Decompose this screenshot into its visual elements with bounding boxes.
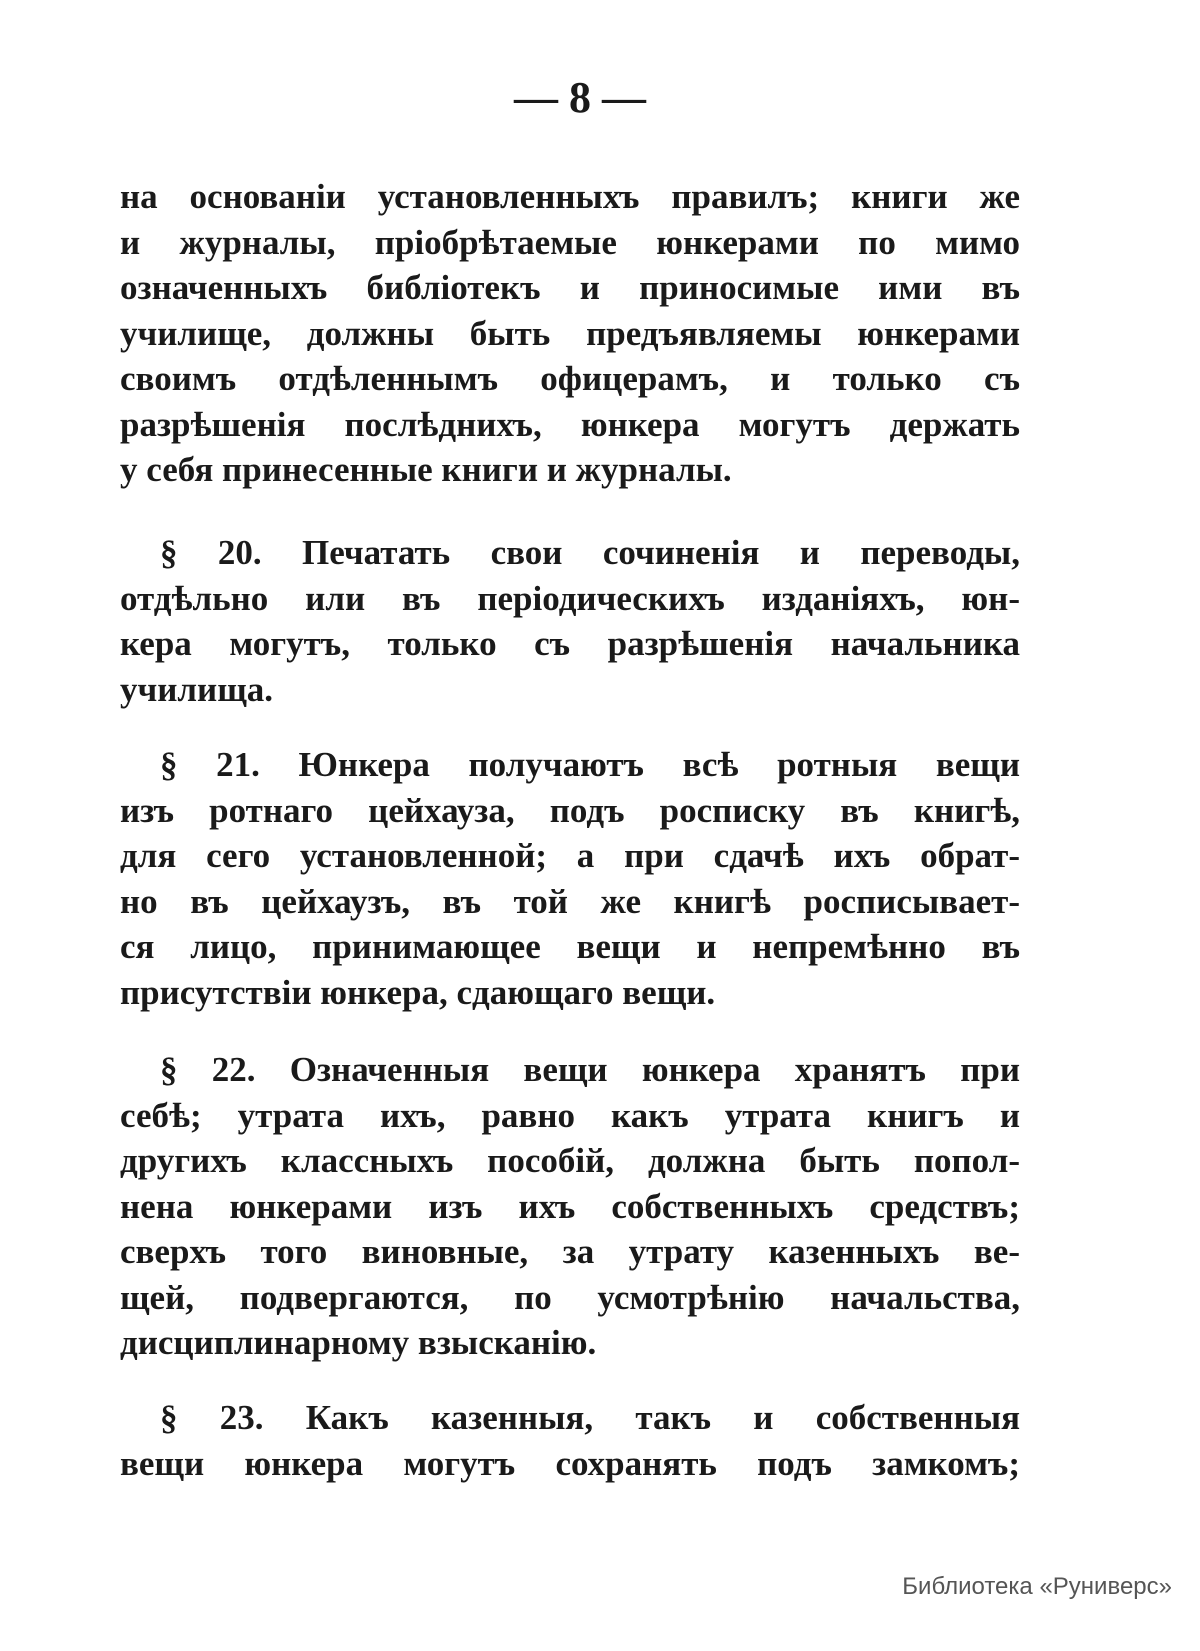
text-line: у себя принесенные книги и журналы. — [120, 450, 732, 489]
library-watermark: Библиотека «Руниверс» — [902, 1573, 1172, 1600]
text-line: на основаніи установленныхъ правилъ; книги же — [120, 177, 1020, 216]
text-line: училище, должны быть предъявляемы юнкерами — [120, 313, 1020, 353]
paragraph-heading-line: § 21. Юнкера получаютъ всѣ ротныя вещи — [160, 745, 1020, 784]
text-line: означенныхъ библіотекъ и приносимые ими въ — [120, 268, 1020, 307]
paragraph-heading-line: § 22. Означенныя вещи юнкера хранятъ при — [160, 1050, 1020, 1089]
paragraph-heading-line: § 20. Печатать свои сочиненія и переводы, — [160, 533, 1020, 572]
text-line: но въ цейхаузъ, въ той же книгѣ росписывает- — [120, 881, 1020, 921]
text-line: щей, подвергаются, по усмотрѣнію начальства, — [120, 1277, 1020, 1317]
text-line: изъ ротнаго цейхауза, подъ росписку въ книгѣ, — [120, 790, 1020, 830]
text-line: другихъ классныхъ пособій, должна быть попол- — [120, 1141, 1020, 1180]
text-line: сверхъ того виновные, за утрату казенныхъ ве- — [120, 1232, 1020, 1271]
text-line: ся лицо, принимающее вещи и непремѣнно въ — [120, 927, 1020, 966]
text-line: отдѣльно или въ періодическихъ изданіяхъ, юн- — [120, 578, 1020, 618]
text-line: присутствіи юнкера, сдающаго вещи. — [120, 972, 716, 1012]
paragraph-heading-line: § 23. Какъ казенныя, такъ и собственныя — [160, 1398, 1020, 1437]
text-line: разрѣшенія послѣднихъ, юнкера могутъ держать — [120, 404, 1020, 444]
text-line: для сего установленной; а при сдачѣ ихъ обрат- — [120, 836, 1020, 875]
text-line: и журналы, пріобрѣтаемые юнкерами по мимо — [120, 222, 1020, 262]
text-line: себѣ; утрата ихъ, равно какъ утрата книгъ и — [120, 1095, 1020, 1135]
text-line: кера могутъ, только съ разрѣшенія начальника — [120, 624, 1020, 663]
page-number: — 8 — — [514, 73, 646, 122]
text-line: дисциплинарному взысканію. — [120, 1323, 597, 1362]
text-line: нена юнкерами изъ ихъ собственныхъ средствъ; — [120, 1186, 1020, 1226]
text-line: своимъ отдѣленнымъ офицерамъ, и только съ — [120, 359, 1020, 398]
text-line: вещи юнкера могутъ сохранять подъ замкомъ; — [120, 1443, 1020, 1483]
text-line: училища. — [120, 669, 274, 709]
